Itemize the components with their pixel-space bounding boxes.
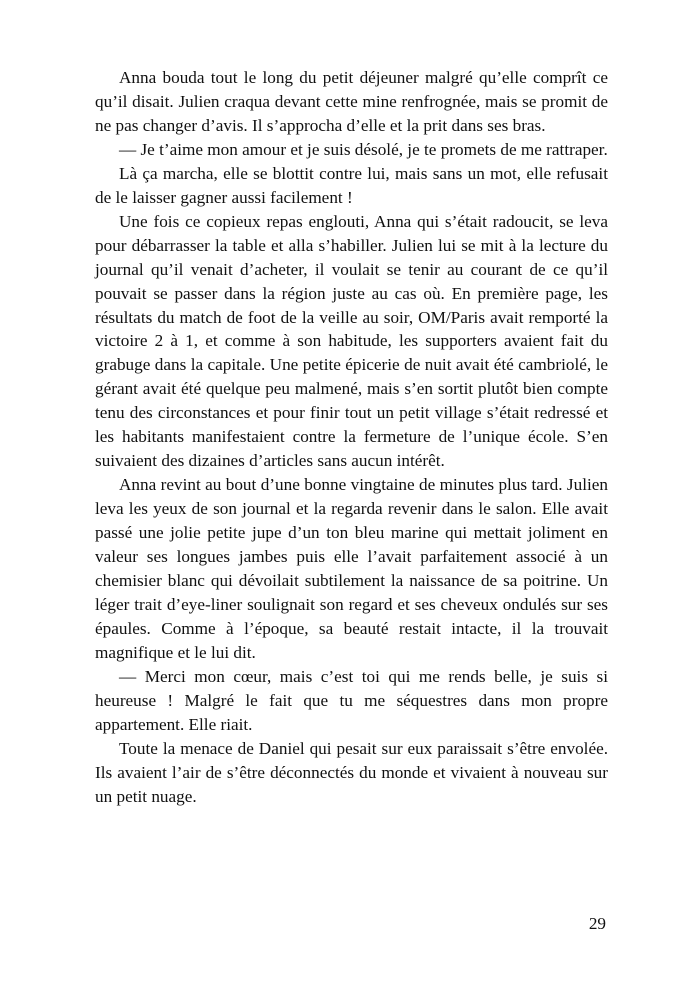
paragraph-7: Toute la menace de Daniel qui pesait sur eux paraissait s’être envolée. Ils avaient l’air de s’être déconnectés du monde et vivaient à nouveau sur un petit nuage. bbox=[95, 738, 608, 806]
paragraph-4: Une fois ce copieux repas englouti, Anna qui s’était radoucit, se leva pour débarrasser la table et alla s’habiller. Julien lui se mit à la lecture du journal qu’il venait d’acheter, il voulait se tenir au courant de ce qu’il pouvait se passer dans la région juste au cas où. En première page, les résultats du match de foot de la veille au soir, OM/Paris avait remporté la victoire 2 à 1, et comme à son habitude, les supporters avaient fait du grabuge dans la capitale. Une petite épicerie de nuit avait été cambriolé, le gérant avait été quelque peu malmené, mais s’en sortit plutôt bien compte tenu des circonstances et pour finir tout un petit village s’était redressé et les habitants manifestaient contre la fermeture de l’unique école. S’en suivaient des dizaines d’articles sans aucun intérêt. bbox=[95, 211, 608, 471]
page-number: 29 bbox=[588, 914, 606, 933]
paragraph-1: Anna bouda tout le long du petit déjeuner malgré qu’elle comprît ce qu’il disait. Julien craqua devant cette mine renfrognée, mais se promit de ne pas changer d’avis. Il s’approcha d’elle et la prit dans ses bras. bbox=[95, 68, 608, 135]
paragraph-2-dialogue: — Je t’aime mon amour et je suis désolé, je te promets de me rattraper. bbox=[119, 139, 608, 159]
paragraph-5: Anna revint au bout d’une bonne vingtaine de minutes plus tard. Julien leva les yeux de son journal et la regarda revenir dans le salon. Elle avait passé une jolie petite jupe d’un ton bleu marine qui mettait joliment en valeur ses longues jambes puis elle l’avait parfaitement associé à un chemisier blanc qui dévoilait subtilement la naissance de sa poitrine. Un léger trait d’eye-liner soulignait son regard et ses cheveux ondulés sur ses épaules. Comme à l’époque, sa beauté restait intacte, il la trouvait magnifique et le lui dit. bbox=[95, 475, 608, 662]
paragraph-6-dialogue: — Merci mon cœur, mais c’est toi qui me rends belle, je suis si heureuse ! Malgré le fait que tu me séquestres dans mon propre appartement. Elle riait. bbox=[95, 666, 608, 734]
body-text bbox=[95, 66, 608, 809]
paragraph-3: Là ça marcha, elle se blottit contre lui, mais sans un mot, elle refusait de le laisser gagner aussi facilement ! bbox=[95, 163, 608, 207]
